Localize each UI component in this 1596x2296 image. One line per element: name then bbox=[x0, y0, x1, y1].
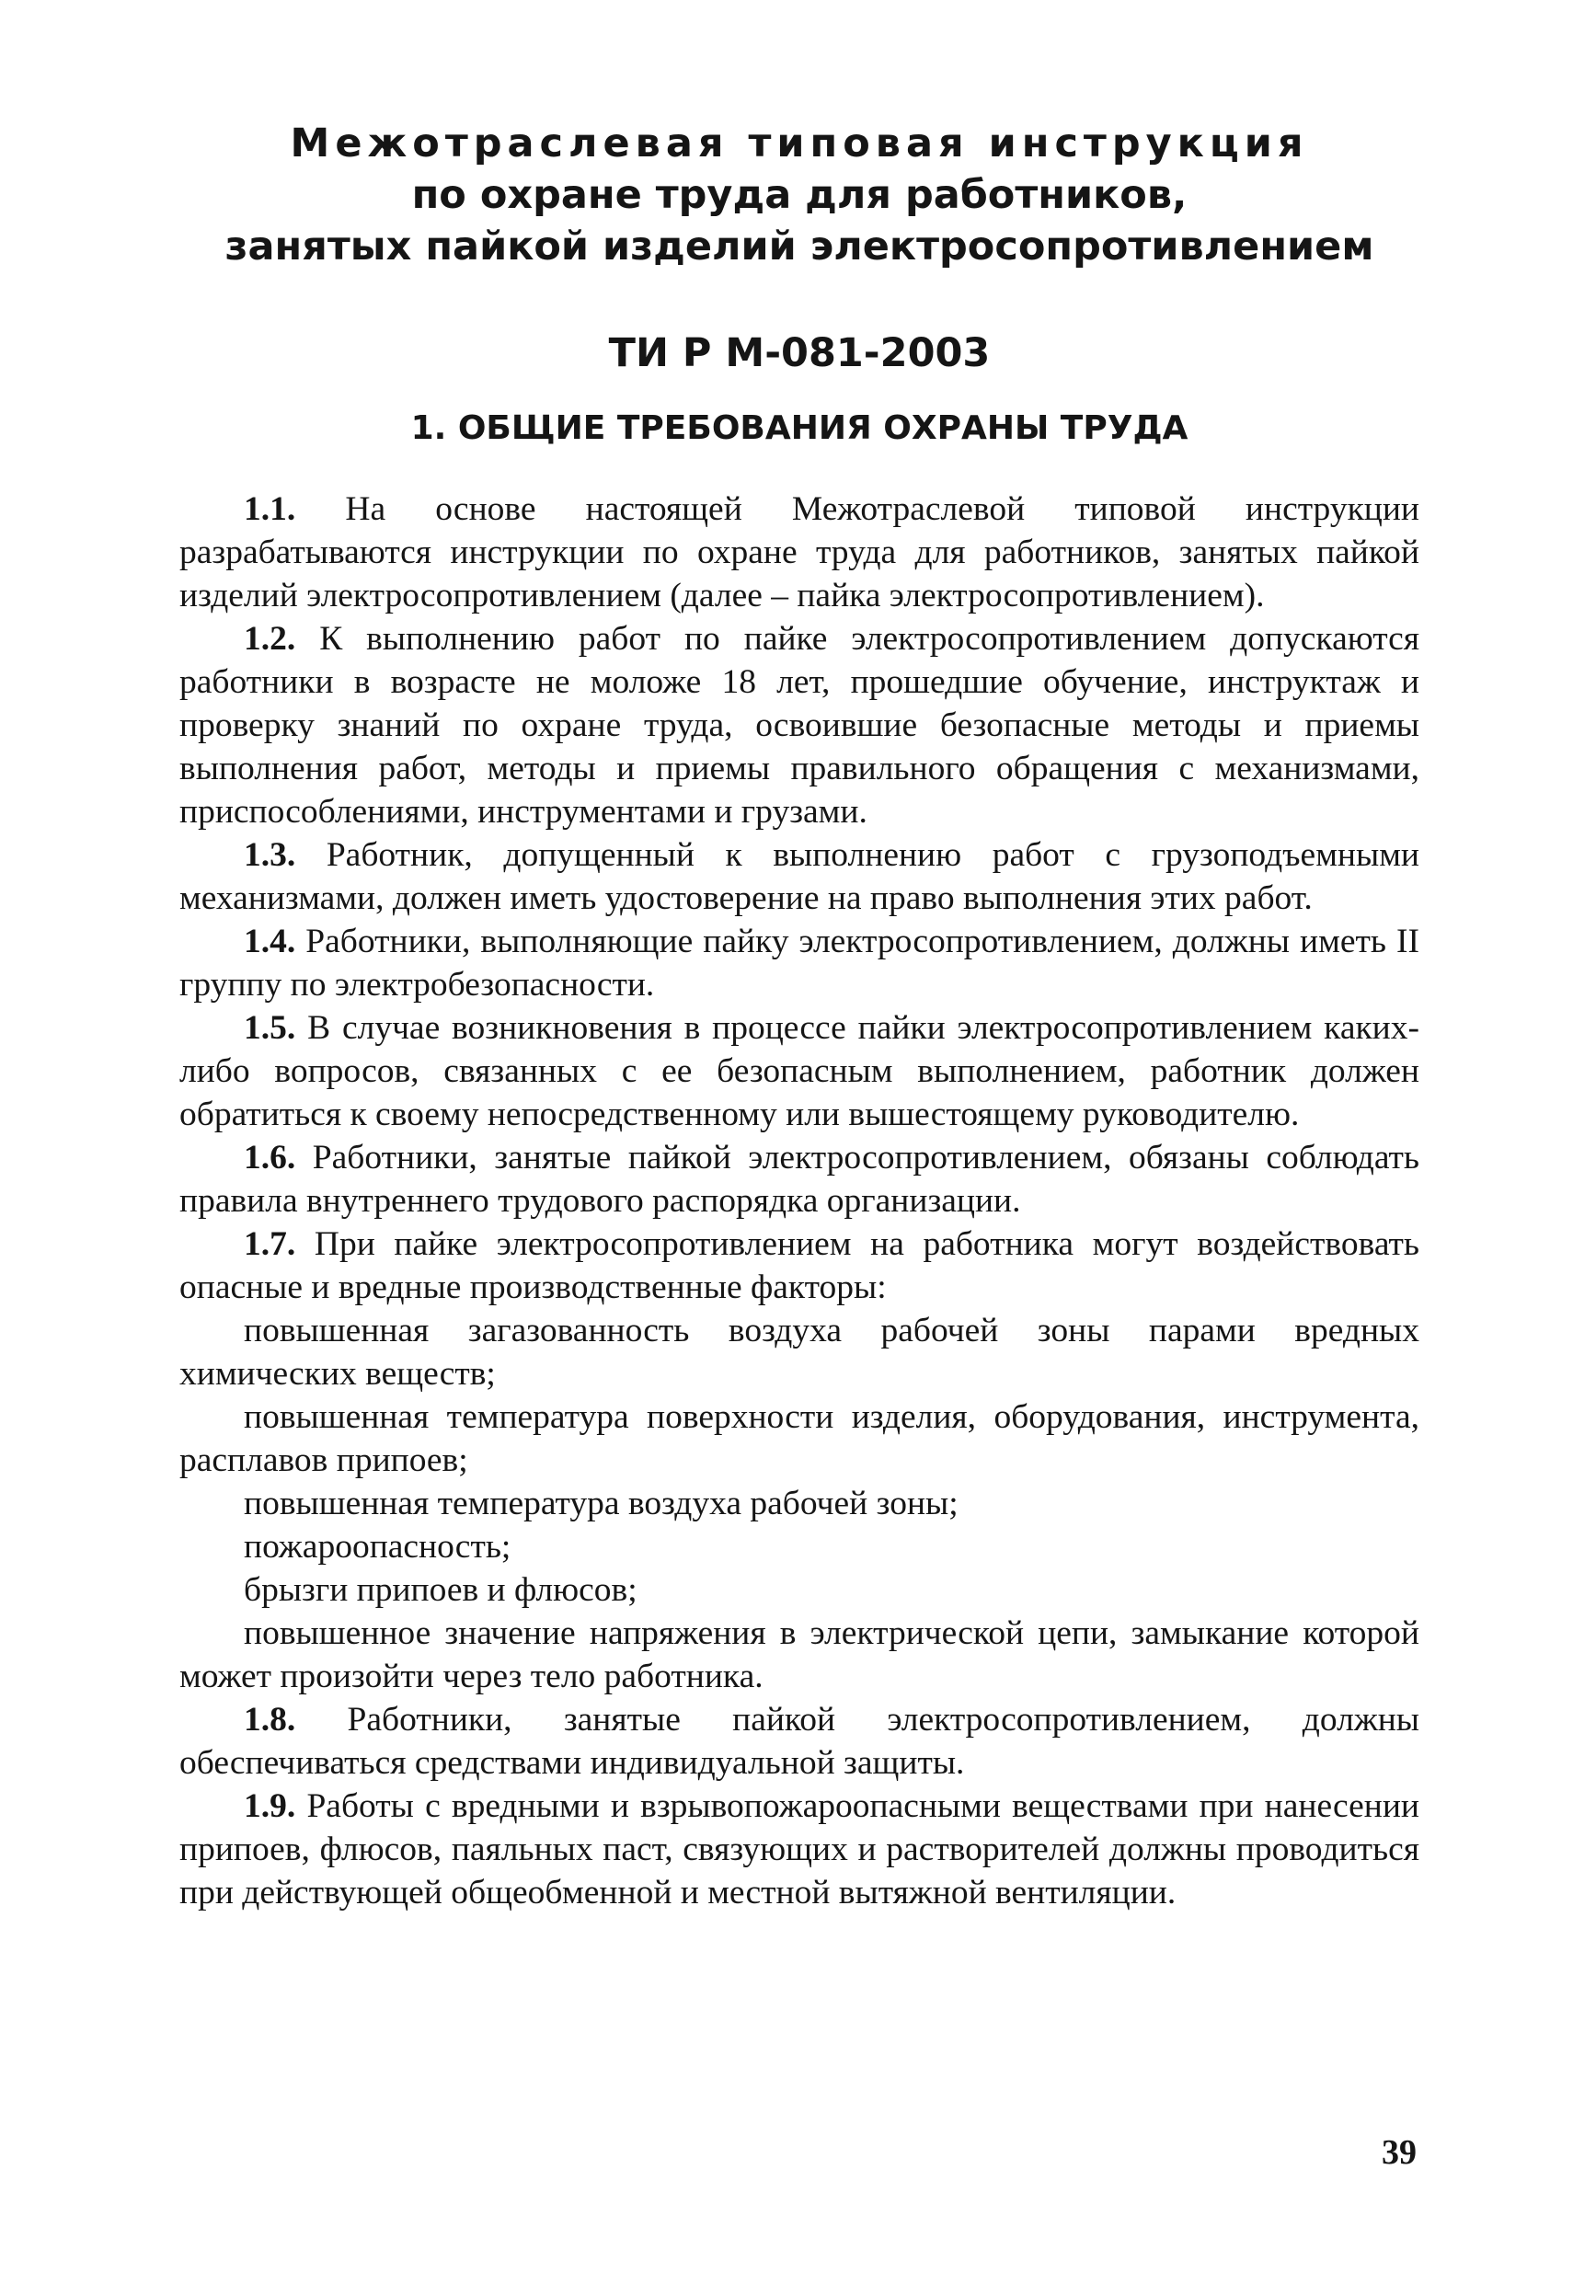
hazard-item: повышенное значение напряжения в электрической цепи, замыкание которой может произойти через тело работника. bbox=[179, 1614, 1419, 1695]
paragraph-number: 1.2. bbox=[244, 620, 296, 658]
document-title-line-2: по охране труда для работников, bbox=[411, 172, 1188, 218]
paragraph-1-3 bbox=[179, 833, 1419, 920]
section-heading: 1. ОБЩИЕ ТРЕБОВАНИЯ ОХРАНЫ ТРУДА bbox=[410, 409, 1188, 447]
paragraph-text: На основе настоящей Межотраслевой типовой инструкции разрабатываются инструкции по охране труда для работников, занятых пайкой изделий электросопротивлением (далее – пайка электросопротивлением). bbox=[179, 490, 1419, 614]
paragraph-text: Работники, занятые пайкой электросопротивлением, должны обеспечиваться средствами индивидуальной защиты. bbox=[179, 1701, 1419, 1782]
hazard-item: повышенная загазованность воздуха рабочей зоны парами вредных химических веществ; bbox=[179, 1312, 1419, 1393]
paragraph-number: 1.1. bbox=[244, 490, 296, 528]
paragraph-1-9 bbox=[179, 1785, 1419, 1914]
paragraph-number: 1.9. bbox=[244, 1787, 296, 1825]
document-code: ТИ Р М-081-2003 bbox=[608, 330, 991, 376]
paragraph-number: 1.3. bbox=[244, 836, 296, 874]
paragraph-number: 1.8. bbox=[244, 1701, 296, 1739]
paragraph-text: В случае возникновения в процессе пайки электросопротивлением каких-либо вопросов, связанных с ее безопасным выполнением, работник должен обратиться к своему непосредственному или вышестоящему руководителю. bbox=[179, 1009, 1419, 1133]
hazard-item: повышенная температура воздуха рабочей зоны; bbox=[244, 1485, 959, 1522]
document-title-line-3: занятых пайкой изделий электросопротивлением bbox=[224, 224, 1374, 270]
paragraph-text: Работы с вредными и взрывопожароопасными веществами при нанесении припоев, флюсов, паяльных паст, связующих и растворителей должны проводиться при действующей общеобменной и местной вытяжной вентиляции. bbox=[179, 1787, 1419, 1911]
hazard-item: пожароопасность; bbox=[244, 1528, 511, 1566]
paragraph-text: К выполнению работ по пайке электросопротивлением допускаются работники в возрасте не моложе 18 лет, прошедшие обучение, инструктаж и проверку знаний по охране труда, освоившие безопасные методы и приемы выполнения работ, методы и приемы правильного обращения с механизмами, приспособлениями, инструментами и грузами. bbox=[179, 620, 1419, 831]
paragraph-number: 1.7. bbox=[244, 1225, 296, 1263]
paragraph-number: 1.6. bbox=[244, 1139, 296, 1177]
paragraph-1-5 bbox=[179, 1006, 1419, 1136]
paragraph-1-4 bbox=[179, 920, 1419, 1006]
hazard-item: брызги припоев и флюсов; bbox=[244, 1571, 637, 1609]
paragraph-1-2 bbox=[179, 617, 1419, 833]
hazard-item: повышенная температура поверхности изделия, оборудования, инструмента, расплавов припоев; bbox=[179, 1398, 1419, 1479]
paragraph-number: 1.4. bbox=[244, 923, 296, 960]
paragraph-1-8 bbox=[179, 1698, 1419, 1785]
paragraph-text: Работники, занятые пайкой электросопротивлением, обязаны соблюдать правила внутреннего трудового распорядка организации. bbox=[179, 1139, 1419, 1220]
paragraph-1-1 bbox=[179, 488, 1419, 617]
paragraph-text: Работник, допущенный к выполнению работ с грузоподъемными механизмами, должен иметь удостоверение на право выполнения этих работ. bbox=[179, 836, 1419, 917]
paragraph-number: 1.5. bbox=[244, 1009, 296, 1047]
paragraph-1-7 bbox=[179, 1223, 1419, 1309]
document-title-line-1: Межотраслевая типовая инструкция bbox=[290, 121, 1309, 166]
paragraph-text: Работники, выполняющие пайку электросопротивлением, должны иметь II группу по электробезопасности. bbox=[179, 923, 1419, 1004]
paragraph-text: При пайке электросопротивлением на работника могут воздействовать опасные и вредные производственные факторы: bbox=[179, 1225, 1419, 1306]
section-body bbox=[179, 488, 1419, 1914]
document-page bbox=[179, 118, 1419, 1914]
paragraph-1-6 bbox=[179, 1136, 1419, 1223]
page-number: 39 bbox=[1382, 2133, 1417, 2172]
